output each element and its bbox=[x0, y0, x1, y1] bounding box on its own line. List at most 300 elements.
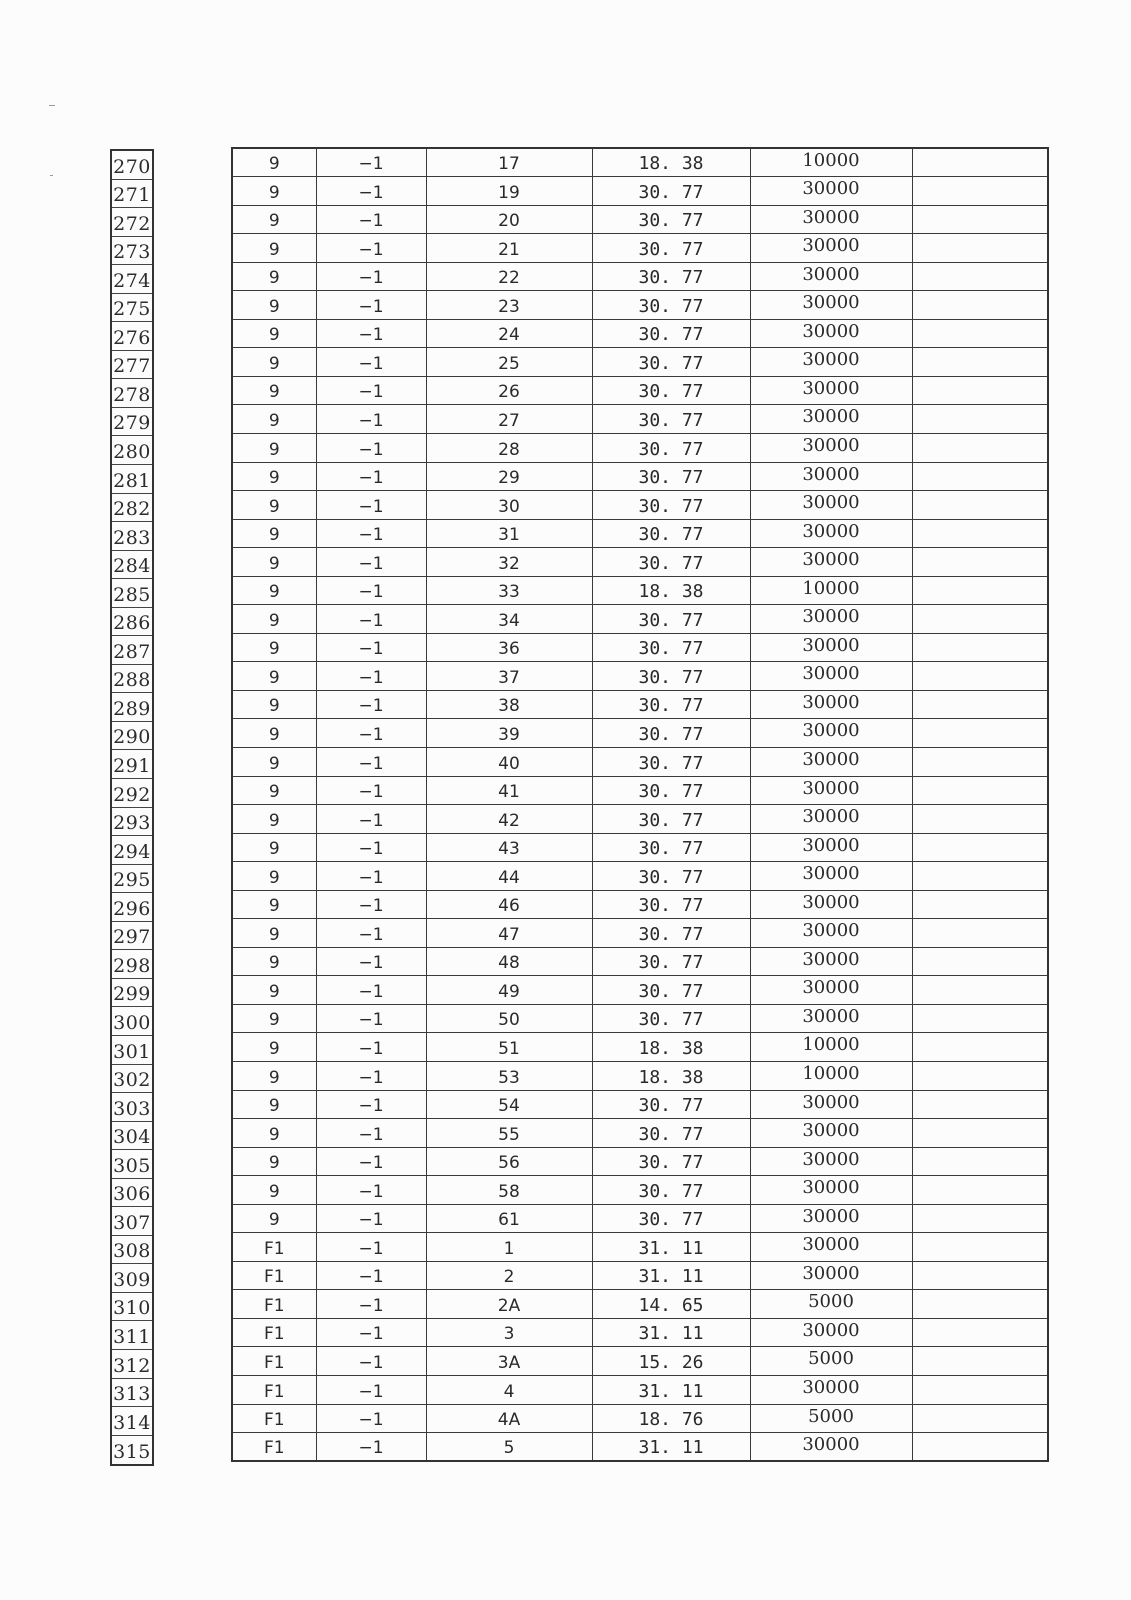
floor-cell: 9 bbox=[232, 976, 316, 1005]
price-cell: 30000 bbox=[750, 690, 912, 719]
row-number: 307 bbox=[112, 1207, 152, 1236]
row-number: 300 bbox=[112, 1007, 152, 1036]
note-cell bbox=[912, 719, 1048, 748]
area-cell: 18. 38 bbox=[592, 576, 750, 605]
table-row bbox=[232, 947, 1048, 976]
table-row bbox=[232, 548, 1048, 577]
unit-number-cell: 48 bbox=[426, 947, 592, 976]
level-cell: −1 bbox=[316, 348, 426, 377]
price-cell: 30000 bbox=[750, 291, 912, 320]
area-cell: 30. 77 bbox=[592, 719, 750, 748]
area-cell: 30. 77 bbox=[592, 947, 750, 976]
price-cell: 30000 bbox=[750, 177, 912, 206]
price-cell: 5000 bbox=[750, 1404, 912, 1433]
level-cell: −1 bbox=[316, 1347, 426, 1376]
level-cell: −1 bbox=[316, 1147, 426, 1176]
row-number: 290 bbox=[112, 722, 152, 751]
floor-cell: 9 bbox=[232, 919, 316, 948]
level-cell: −1 bbox=[316, 805, 426, 834]
floor-cell: 9 bbox=[232, 690, 316, 719]
level-cell: −1 bbox=[316, 1261, 426, 1290]
floor-cell: 9 bbox=[232, 491, 316, 520]
area-cell: 30. 77 bbox=[592, 234, 750, 263]
area-cell: 30. 77 bbox=[592, 1204, 750, 1233]
note-cell bbox=[912, 234, 1048, 263]
price-cell: 5000 bbox=[750, 1347, 912, 1376]
note-cell bbox=[912, 405, 1048, 434]
floor-cell: 9 bbox=[232, 805, 316, 834]
row-number: 304 bbox=[112, 1122, 152, 1151]
note-cell bbox=[912, 177, 1048, 206]
table-row bbox=[232, 1147, 1048, 1176]
floor-cell: 9 bbox=[232, 662, 316, 691]
floor-cell: 9 bbox=[232, 519, 316, 548]
area-cell: 30. 77 bbox=[592, 1147, 750, 1176]
unit-number-cell: 46 bbox=[426, 890, 592, 919]
area-cell: 18. 38 bbox=[592, 1033, 750, 1062]
floor-cell: 9 bbox=[232, 319, 316, 348]
unit-number-cell: 47 bbox=[426, 919, 592, 948]
row-number: 273 bbox=[112, 237, 152, 266]
floor-cell: 9 bbox=[232, 833, 316, 862]
table-row bbox=[232, 177, 1048, 206]
level-cell: −1 bbox=[316, 291, 426, 320]
floor-cell: 9 bbox=[232, 462, 316, 491]
row-number: 276 bbox=[112, 322, 152, 351]
area-cell: 30. 77 bbox=[592, 177, 750, 206]
area-cell: 30. 77 bbox=[592, 690, 750, 719]
level-cell: −1 bbox=[316, 1404, 426, 1433]
floor-cell: 9 bbox=[232, 348, 316, 377]
floor-cell: 9 bbox=[232, 262, 316, 291]
floor-cell: 9 bbox=[232, 291, 316, 320]
price-cell: 30000 bbox=[750, 462, 912, 491]
note-cell bbox=[912, 1176, 1048, 1205]
floor-cell: 9 bbox=[232, 633, 316, 662]
level-cell: −1 bbox=[316, 1119, 426, 1148]
level-cell: −1 bbox=[316, 319, 426, 348]
note-cell bbox=[912, 1004, 1048, 1033]
unit-number-cell: 30 bbox=[426, 491, 592, 520]
unit-number-cell: 3A bbox=[426, 1347, 592, 1376]
unit-number-cell: 31 bbox=[426, 519, 592, 548]
unit-number-cell: 2 bbox=[426, 1261, 592, 1290]
note-cell bbox=[912, 662, 1048, 691]
row-number: 286 bbox=[112, 608, 152, 637]
area-cell: 30. 77 bbox=[592, 1090, 750, 1119]
floor-cell: 9 bbox=[232, 548, 316, 577]
price-cell: 30000 bbox=[750, 348, 912, 377]
table-row bbox=[232, 890, 1048, 919]
level-cell: −1 bbox=[316, 1004, 426, 1033]
unit-number-cell: 33 bbox=[426, 576, 592, 605]
row-number: 297 bbox=[112, 922, 152, 951]
note-cell bbox=[912, 1090, 1048, 1119]
unit-number-cell: 29 bbox=[426, 462, 592, 491]
row-number: 314 bbox=[112, 1407, 152, 1436]
price-cell: 30000 bbox=[750, 519, 912, 548]
level-cell: −1 bbox=[316, 519, 426, 548]
row-number: 299 bbox=[112, 979, 152, 1008]
unit-number-cell: 41 bbox=[426, 776, 592, 805]
row-number: 311 bbox=[112, 1321, 152, 1350]
row-number: 293 bbox=[112, 808, 152, 837]
table-row bbox=[232, 719, 1048, 748]
row-number: 315 bbox=[113, 1441, 151, 1464]
row-number: 275 bbox=[112, 294, 152, 323]
area-cell: 15. 26 bbox=[592, 1347, 750, 1376]
area-cell: 30. 77 bbox=[592, 462, 750, 491]
row-number: 285 bbox=[112, 579, 152, 608]
price-cell: 30000 bbox=[750, 833, 912, 862]
table-row bbox=[232, 319, 1048, 348]
floor-cell: 9 bbox=[232, 1147, 316, 1176]
unit-number-cell: 2A bbox=[426, 1290, 592, 1319]
unit-number-cell: 21 bbox=[426, 234, 592, 263]
price-cell: 30000 bbox=[750, 633, 912, 662]
level-cell: −1 bbox=[316, 919, 426, 948]
price-cell: 5000 bbox=[750, 1290, 912, 1319]
level-cell: −1 bbox=[316, 1290, 426, 1319]
unit-number-cell: 22 bbox=[426, 262, 592, 291]
note-cell bbox=[912, 1290, 1048, 1319]
unit-number-cell: 56 bbox=[426, 1147, 592, 1176]
floor-cell: 9 bbox=[232, 1176, 316, 1205]
area-cell: 30. 77 bbox=[592, 433, 750, 462]
table-row bbox=[232, 1119, 1048, 1148]
level-cell: −1 bbox=[316, 833, 426, 862]
area-cell: 30. 77 bbox=[592, 976, 750, 1005]
level-cell: −1 bbox=[316, 976, 426, 1005]
table-row bbox=[232, 348, 1048, 377]
table-row bbox=[232, 862, 1048, 891]
row-number: 274 bbox=[112, 265, 152, 294]
level-cell: −1 bbox=[316, 1433, 426, 1462]
price-cell: 30000 bbox=[750, 776, 912, 805]
area-cell: 30. 77 bbox=[592, 262, 750, 291]
price-cell: 30000 bbox=[750, 234, 912, 263]
unit-number-cell: 49 bbox=[426, 976, 592, 1005]
table-row bbox=[232, 405, 1048, 434]
table-row bbox=[232, 662, 1048, 691]
level-cell: −1 bbox=[316, 1233, 426, 1262]
row-number: 312 bbox=[112, 1350, 152, 1379]
price-cell: 30000 bbox=[750, 1261, 912, 1290]
area-cell: 30. 77 bbox=[592, 605, 750, 634]
row-number: 287 bbox=[112, 636, 152, 665]
note-cell bbox=[912, 1347, 1048, 1376]
table-row bbox=[232, 605, 1048, 634]
note-cell bbox=[912, 1033, 1048, 1062]
note-cell bbox=[912, 690, 1048, 719]
floor-cell: 9 bbox=[232, 776, 316, 805]
note-cell bbox=[912, 1404, 1048, 1433]
price-cell: 30000 bbox=[750, 319, 912, 348]
area-cell: 30. 77 bbox=[592, 862, 750, 891]
floor-cell: 9 bbox=[232, 1204, 316, 1233]
table-row bbox=[232, 747, 1048, 776]
price-cell: 30000 bbox=[750, 719, 912, 748]
note-cell bbox=[912, 1119, 1048, 1148]
price-cell: 30000 bbox=[750, 605, 912, 634]
unit-number-cell: 5 bbox=[426, 1433, 592, 1462]
unit-number-cell: 55 bbox=[426, 1119, 592, 1148]
area-cell: 30. 77 bbox=[592, 890, 750, 919]
row-number: 283 bbox=[112, 522, 152, 551]
table-row bbox=[232, 462, 1048, 491]
price-cell: 30000 bbox=[750, 1147, 912, 1176]
row-number-column bbox=[110, 149, 154, 1466]
level-cell: −1 bbox=[316, 177, 426, 206]
floor-cell: F1 bbox=[232, 1261, 316, 1290]
unit-number-cell: 25 bbox=[426, 348, 592, 377]
note-cell bbox=[912, 1233, 1048, 1262]
level-cell: −1 bbox=[316, 947, 426, 976]
level-cell: −1 bbox=[316, 890, 426, 919]
note-cell bbox=[912, 605, 1048, 634]
table-row bbox=[232, 1004, 1048, 1033]
row-number: 295 bbox=[112, 865, 152, 894]
level-cell: −1 bbox=[316, 205, 426, 234]
note-cell bbox=[912, 291, 1048, 320]
row-number: 301 bbox=[112, 1036, 152, 1065]
area-cell: 30. 77 bbox=[592, 1004, 750, 1033]
floor-cell: F1 bbox=[232, 1347, 316, 1376]
price-cell: 30000 bbox=[750, 405, 912, 434]
floor-cell: 9 bbox=[232, 405, 316, 434]
floor-cell: 9 bbox=[232, 1062, 316, 1091]
note-cell bbox=[912, 1433, 1048, 1462]
note-cell bbox=[912, 919, 1048, 948]
area-cell: 30. 77 bbox=[592, 833, 750, 862]
area-cell: 30. 77 bbox=[592, 633, 750, 662]
area-cell: 18. 38 bbox=[592, 1062, 750, 1091]
floor-cell: 9 bbox=[232, 433, 316, 462]
row-number: 271 bbox=[112, 180, 152, 209]
level-cell: −1 bbox=[316, 548, 426, 577]
row-number: 282 bbox=[112, 494, 152, 523]
row-number: 296 bbox=[112, 893, 152, 922]
row-number: 309 bbox=[112, 1264, 152, 1293]
unit-number-cell: 1 bbox=[426, 1233, 592, 1262]
table-row bbox=[232, 576, 1048, 605]
table-row bbox=[232, 1433, 1048, 1462]
area-cell: 31. 11 bbox=[592, 1376, 750, 1405]
level-cell: −1 bbox=[316, 491, 426, 520]
area-cell: 30. 77 bbox=[592, 1119, 750, 1148]
note-cell bbox=[912, 348, 1048, 377]
row-number: 289 bbox=[112, 693, 152, 722]
level-cell: −1 bbox=[316, 1176, 426, 1205]
note-cell bbox=[912, 1062, 1048, 1091]
level-cell: −1 bbox=[316, 1204, 426, 1233]
price-cell: 30000 bbox=[750, 890, 912, 919]
level-cell: −1 bbox=[316, 376, 426, 405]
table-row bbox=[232, 833, 1048, 862]
note-cell bbox=[912, 1204, 1048, 1233]
level-cell: −1 bbox=[316, 1062, 426, 1091]
price-cell: 30000 bbox=[750, 919, 912, 948]
unit-number-cell: 58 bbox=[426, 1176, 592, 1205]
floor-cell: 9 bbox=[232, 605, 316, 634]
note-cell bbox=[912, 776, 1048, 805]
price-cell: 30000 bbox=[750, 1376, 912, 1405]
level-cell: −1 bbox=[316, 776, 426, 805]
area-cell: 30. 77 bbox=[592, 319, 750, 348]
table-row bbox=[232, 291, 1048, 320]
note-cell bbox=[912, 976, 1048, 1005]
price-cell: 30000 bbox=[750, 862, 912, 891]
floor-cell: 9 bbox=[232, 862, 316, 891]
price-cell: 30000 bbox=[750, 1090, 912, 1119]
table-row bbox=[232, 376, 1048, 405]
table-row bbox=[232, 519, 1048, 548]
note-cell bbox=[912, 633, 1048, 662]
price-cell: 30000 bbox=[750, 491, 912, 520]
floor-cell: 9 bbox=[232, 1033, 316, 1062]
table-row bbox=[232, 633, 1048, 662]
table-row bbox=[232, 148, 1048, 177]
note-cell bbox=[912, 491, 1048, 520]
row-number: 292 bbox=[112, 779, 152, 808]
area-cell: 30. 77 bbox=[592, 747, 750, 776]
level-cell: −1 bbox=[316, 262, 426, 291]
level-cell: −1 bbox=[316, 690, 426, 719]
price-cell: 30000 bbox=[750, 747, 912, 776]
unit-number-cell: 40 bbox=[426, 747, 592, 776]
unit-number-cell: 24 bbox=[426, 319, 592, 348]
price-cell: 30000 bbox=[750, 1204, 912, 1233]
price-cell: 30000 bbox=[750, 805, 912, 834]
table-row bbox=[232, 1404, 1048, 1433]
price-cell: 30000 bbox=[750, 662, 912, 691]
price-cell: 30000 bbox=[750, 1318, 912, 1347]
area-cell: 30. 77 bbox=[592, 348, 750, 377]
area-cell: 30. 77 bbox=[592, 662, 750, 691]
floor-cell: 9 bbox=[232, 947, 316, 976]
row-number: 308 bbox=[112, 1236, 152, 1265]
price-cell: 30000 bbox=[750, 947, 912, 976]
unit-number-cell: 32 bbox=[426, 548, 592, 577]
area-cell: 18. 76 bbox=[592, 1404, 750, 1433]
note-cell bbox=[912, 262, 1048, 291]
floor-cell: 9 bbox=[232, 234, 316, 263]
unit-number-cell: 44 bbox=[426, 862, 592, 891]
row-number: 277 bbox=[112, 351, 152, 380]
row-number: 294 bbox=[112, 836, 152, 865]
area-cell: 30. 77 bbox=[592, 805, 750, 834]
unit-number-cell: 4 bbox=[426, 1376, 592, 1405]
note-cell bbox=[912, 205, 1048, 234]
area-cell: 14. 65 bbox=[592, 1290, 750, 1319]
area-cell: 30. 77 bbox=[592, 776, 750, 805]
unit-number-cell: 20 bbox=[426, 205, 592, 234]
area-cell: 30. 77 bbox=[592, 405, 750, 434]
level-cell: −1 bbox=[316, 1033, 426, 1062]
unit-number-cell: 17 bbox=[426, 148, 592, 177]
row-number: 313 bbox=[112, 1379, 152, 1408]
floor-cell: F1 bbox=[232, 1376, 316, 1405]
unit-number-cell: 36 bbox=[426, 633, 592, 662]
row-number: 298 bbox=[112, 950, 152, 979]
table-row bbox=[232, 1233, 1048, 1262]
level-cell: −1 bbox=[316, 1376, 426, 1405]
row-number: 303 bbox=[112, 1093, 152, 1122]
unit-number-cell: 50 bbox=[426, 1004, 592, 1033]
unit-number-cell: 39 bbox=[426, 719, 592, 748]
row-number: 305 bbox=[112, 1150, 152, 1179]
level-cell: −1 bbox=[316, 576, 426, 605]
unit-number-cell: 61 bbox=[426, 1204, 592, 1233]
level-cell: −1 bbox=[316, 1090, 426, 1119]
unit-number-cell: 37 bbox=[426, 662, 592, 691]
note-cell bbox=[912, 890, 1048, 919]
row-number: 302 bbox=[112, 1065, 152, 1094]
area-cell: 18. 38 bbox=[592, 148, 750, 177]
note-cell bbox=[912, 376, 1048, 405]
note-cell bbox=[912, 1318, 1048, 1347]
scan-mark bbox=[49, 105, 55, 106]
note-cell bbox=[912, 519, 1048, 548]
floor-cell: 9 bbox=[232, 1004, 316, 1033]
note-cell bbox=[912, 747, 1048, 776]
price-cell: 30000 bbox=[750, 1176, 912, 1205]
unit-number-cell: 3 bbox=[426, 1318, 592, 1347]
row-number: 279 bbox=[112, 408, 152, 437]
price-cell: 10000 bbox=[750, 1062, 912, 1091]
table-row bbox=[232, 690, 1048, 719]
area-cell: 30. 77 bbox=[592, 205, 750, 234]
unit-number-cell: 27 bbox=[426, 405, 592, 434]
floor-cell: 9 bbox=[232, 719, 316, 748]
row-number: 272 bbox=[112, 208, 152, 237]
parking-space-table bbox=[231, 147, 1049, 1462]
note-cell bbox=[912, 576, 1048, 605]
table-row bbox=[232, 1347, 1048, 1376]
unit-number-cell: 42 bbox=[426, 805, 592, 834]
table-row bbox=[232, 805, 1048, 834]
floor-cell: F1 bbox=[232, 1233, 316, 1262]
price-cell: 30000 bbox=[750, 433, 912, 462]
area-cell: 30. 77 bbox=[592, 919, 750, 948]
unit-number-cell: 53 bbox=[426, 1062, 592, 1091]
unit-number-cell: 34 bbox=[426, 605, 592, 634]
floor-cell: F1 bbox=[232, 1318, 316, 1347]
note-cell bbox=[912, 1376, 1048, 1405]
note-cell bbox=[912, 462, 1048, 491]
floor-cell: F1 bbox=[232, 1290, 316, 1319]
price-cell: 30000 bbox=[750, 548, 912, 577]
table-row bbox=[232, 1033, 1048, 1062]
price-cell: 30000 bbox=[750, 1233, 912, 1262]
price-cell: 30000 bbox=[750, 262, 912, 291]
table-row bbox=[232, 234, 1048, 263]
price-cell: 10000 bbox=[750, 1033, 912, 1062]
table-row bbox=[232, 433, 1048, 462]
level-cell: −1 bbox=[316, 605, 426, 634]
area-cell: 30. 77 bbox=[592, 291, 750, 320]
price-cell: 30000 bbox=[750, 1433, 912, 1462]
price-cell: 10000 bbox=[750, 148, 912, 177]
area-cell: 31. 11 bbox=[592, 1261, 750, 1290]
level-cell: −1 bbox=[316, 1318, 426, 1347]
level-cell: −1 bbox=[316, 633, 426, 662]
level-cell: −1 bbox=[316, 462, 426, 491]
table-row bbox=[232, 1176, 1048, 1205]
table-row bbox=[232, 1318, 1048, 1347]
area-cell: 30. 77 bbox=[592, 376, 750, 405]
floor-cell: 9 bbox=[232, 148, 316, 177]
